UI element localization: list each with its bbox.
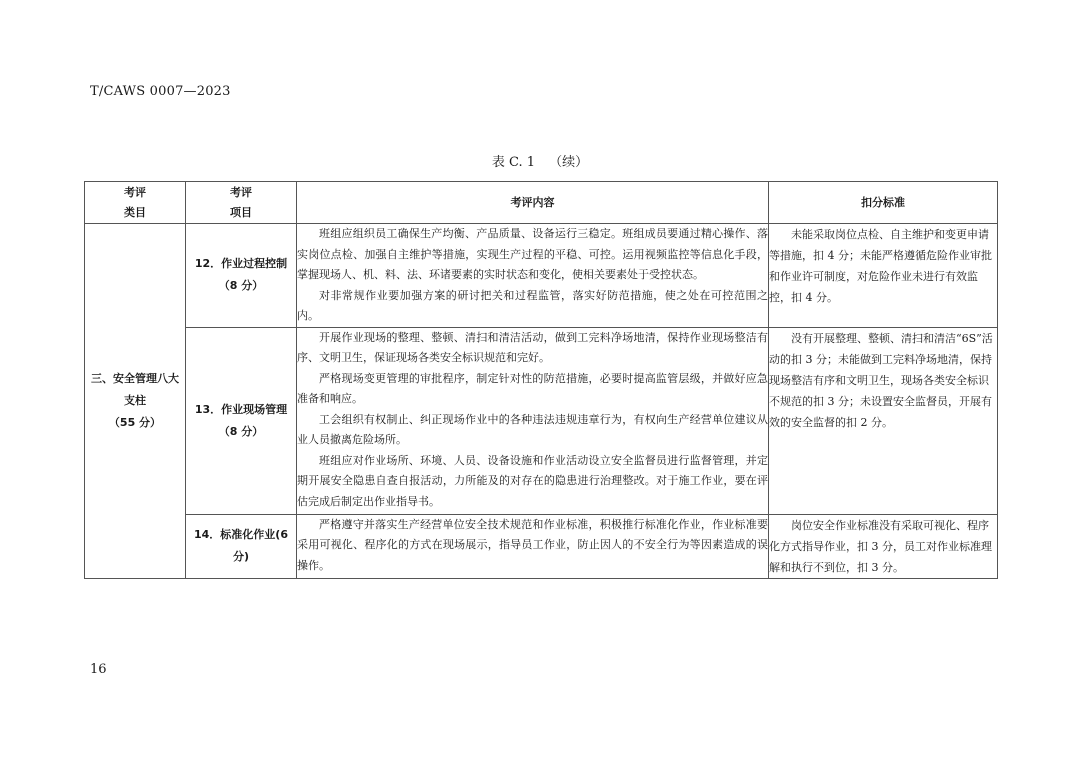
item-name: 12．作业过程控制 [194,257,288,271]
content-cell [297,327,769,514]
table-title [0,151,1080,170]
document-code: T/CAWS 0007—2023 [90,84,231,99]
deduction-cell [769,327,998,514]
deduction-text: 未能采取岗位点检、自主维护和变更申请等措施，扣 4 分；未能严格遵循危险作业审批和作业许可制度，对危险作业未进行有效监控，扣 4 分。 [769,228,992,304]
content-paragraph: 班组应对作业场所、环境、人员、设备设施和作业活动设立安全监督员进行监督管理，并定期开展安全隐患自查自报活动，力所能及的对存在的隐患进行治理整改。对于施工作业，要在评估完成后制定出作业指导书。 [297,453,768,508]
item-score: （8 分） [218,279,264,293]
item-cell [186,327,297,514]
content-paragraph: 开展作业现场的整理、整顿、清扫和清洁活动，做到工完料净场地清，保持作业现场整洁有序、文明卫生，保证现场各类安全标识规范和完好。 [297,330,768,364]
item-score: （8 分） [218,424,264,438]
table-title-label: 表 C. 1 [491,155,536,170]
header-deduction: 扣分标准 [769,182,998,224]
deduction-text: 岗位安全作业标准没有采取可视化、程序化方式指导作业，扣 3 分，员工对作业标准理解和执行不到位，扣 3 分。 [769,518,992,574]
content-paragraph: 对非常规作业要加强方案的研讨把关和过程监管，落实好防范措施，使之处在可控范围之内。 [297,288,768,322]
content-paragraph: 严格现场变更管理的审批程序，制定针对性的防范措施，必要时提高监管层级，并做好应急准备和响应。 [297,371,768,405]
category-score: （55 分） [108,415,162,429]
table-row [85,327,998,514]
deduction-cell [769,224,998,328]
deduction-text: 没有开展整理、整顿、清扫和清洁“6S”活动的扣 3 分；未能做到工完料净场地清，保持现场整洁有序和文明卫生，现场各类安全标识不规范的扣 3 分；未设置安全监督员，开展有效的安全监督的扣 2 分。 [769,331,993,429]
page-number: 16 [90,662,107,677]
header-category-line2: 类目 [124,205,146,219]
category-name-line2: 支柱 [124,393,146,407]
header-item [186,182,297,224]
deduction-cell [769,514,998,578]
category-cell [85,224,186,579]
header-category-line1: 考评 [124,185,146,199]
content-cell [297,514,769,578]
item-name: 14．标准化作业(6 [194,528,288,541]
item-score: 分) [232,550,250,563]
table-row [85,224,998,328]
table-title-continued: （续） [549,155,589,170]
header-content: 考评内容 [297,182,769,224]
content-paragraph: 班组应组织员工确保生产均衡、产品质量、设备运行三稳定。班组成员要通过精心操作、落实岗位点检、加强自主维护等措施，实现生产过程的平稳、可控。运用视频监控等信息化手段，掌握现场人、机、料、法、环诸要素的实时状态和变化，使相关要素处于受控状态。 [297,227,768,281]
header-category [85,182,186,224]
item-cell [186,224,297,328]
category-name-line1: 三、安全管理八大 [91,371,179,385]
content-paragraph: 工会组织有权制止、纠正现场作业中的各种违法违规违章行为，有权向生产经营单位建议从业人员撤离危险场所。 [297,412,768,446]
content-cell [297,224,769,328]
header-item-line2: 项目 [230,205,252,219]
evaluation-table [84,181,998,579]
table-row [85,514,998,578]
header-item-line1: 考评 [230,185,252,199]
content-paragraph: 严格遵守并落实生产经营单位安全技术规范和作业标准，积极推行标准化作业，作业标准要采用可视化、程序化的方式在现场展示，指导员工作业，防止因人的不安全行为等因素造成的误操作。 [297,517,768,572]
item-cell [186,514,297,578]
item-name: 13．作业现场管理 [194,402,288,416]
table-header-row [85,182,998,224]
